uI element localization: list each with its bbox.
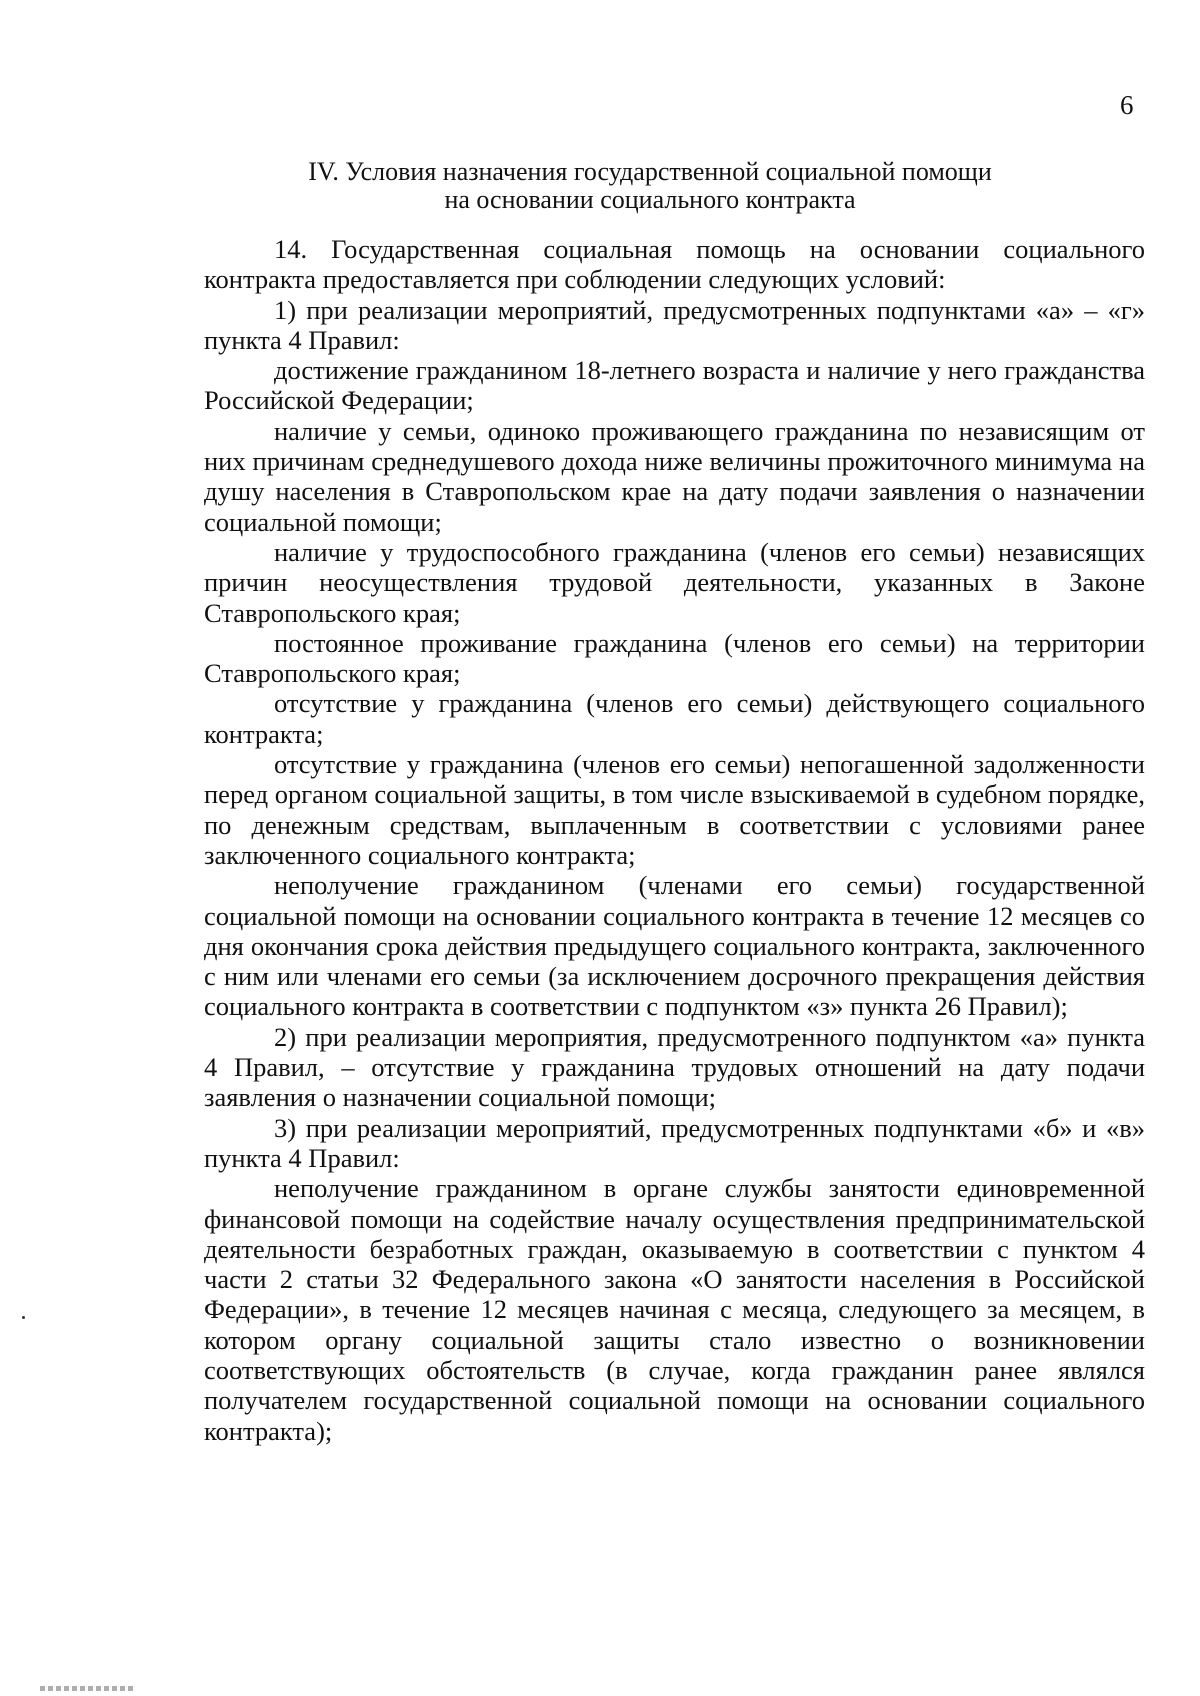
document-body bbox=[204, 234, 1145, 1446]
paragraph: отсутствие у гражданина (членов его семьи) действующего социального контракта; bbox=[204, 688, 1145, 749]
paragraph-subitem-1: 1) при реализации мероприятий, предусмотренных подпунктами «а» – «г» пункта 4 Правил: bbox=[204, 294, 1145, 355]
heading-line-1: IV. Условия назначения государственной социальной помощи bbox=[308, 157, 992, 186]
paragraph-subitem-3: 3) при реализации мероприятий, предусмотренных подпунктами «б» и «в» пункта 4 Правил: bbox=[204, 1112, 1145, 1173]
paragraph-14: 14. Государственная социальная помощь на основании социального контракта предоставляется при соблюдении следующих условий: bbox=[204, 234, 1145, 295]
paragraph: отсутствие у гражданина (членов его семьи) непогашенной задолженности перед органом социальной защиты, в том числе взыскиваемой в судебном порядке, по денежным средствам, выплаченным в соответствии с условиями ранее заключенного социального контракта; bbox=[204, 749, 1145, 870]
page-number: 6 bbox=[1120, 90, 1134, 120]
paragraph-subitem-2: 2) при реализации мероприятия, предусмотренного подпунктом «а» пункта 4 Правил, – отсутствие у гражданина трудовых отношений на дату подачи заявления о назначении социальной помощи; bbox=[204, 1021, 1145, 1113]
scan-edge-artifact bbox=[40, 1686, 136, 1691]
paragraph: постоянное проживание гражданина (членов его семьи) на территории Ставропольского края; bbox=[204, 627, 1145, 689]
paragraph: достижение гражданином 18-летнего возраста и наличие у него гражданства Российской Федерации; bbox=[204, 355, 1145, 416]
section-heading bbox=[220, 158, 1080, 214]
scan-speck bbox=[22, 1316, 25, 1319]
paragraph: наличие у трудоспособного гражданина (членов его семьи) независящих причин неосуществления трудовой деятельности, указанных в Законе Ставропольского края; bbox=[204, 536, 1145, 628]
paragraph: наличие у семьи, одиноко проживающего гражданина по независящим от них причинам среднедушевого дохода ниже величины прожиточного минимума на душу населения в Ставропольском крае на дату подачи заявления о назначении социальной помощи; bbox=[204, 415, 1145, 537]
heading-line-2: на основании социального контракта bbox=[444, 185, 856, 214]
paragraph: неполучение гражданином (членами его семьи) государственной социальной помощи на основании социального контракта в течение 12 месяцев со дня окончания срока действия предыдущего социального контракта, заключенного с ним или членами его семьи (за исключением досрочного прекращения действия социального контракта в соответствии с подпунктом «з» пункта 26 Правил); bbox=[204, 870, 1145, 1022]
paragraph: неполучение гражданином в органе службы занятости единовременной финансовой помощи на содействие началу осуществления предпринимательской деятельности безработных граждан, оказываемую в соответствии с пунктом 4 части 2 статьи 32 Федерального закона «О занятости населения в Российской Федерации», в течение 12 месяцев начиная с месяца, следующего за месяцем, в котором органу социальной защиты стало известно о возникновении соответствующих обстоятельств (в случае, когда гражданин ранее являлся получателем государственной социальной помощи на основании социального контракта); bbox=[204, 1173, 1145, 1446]
